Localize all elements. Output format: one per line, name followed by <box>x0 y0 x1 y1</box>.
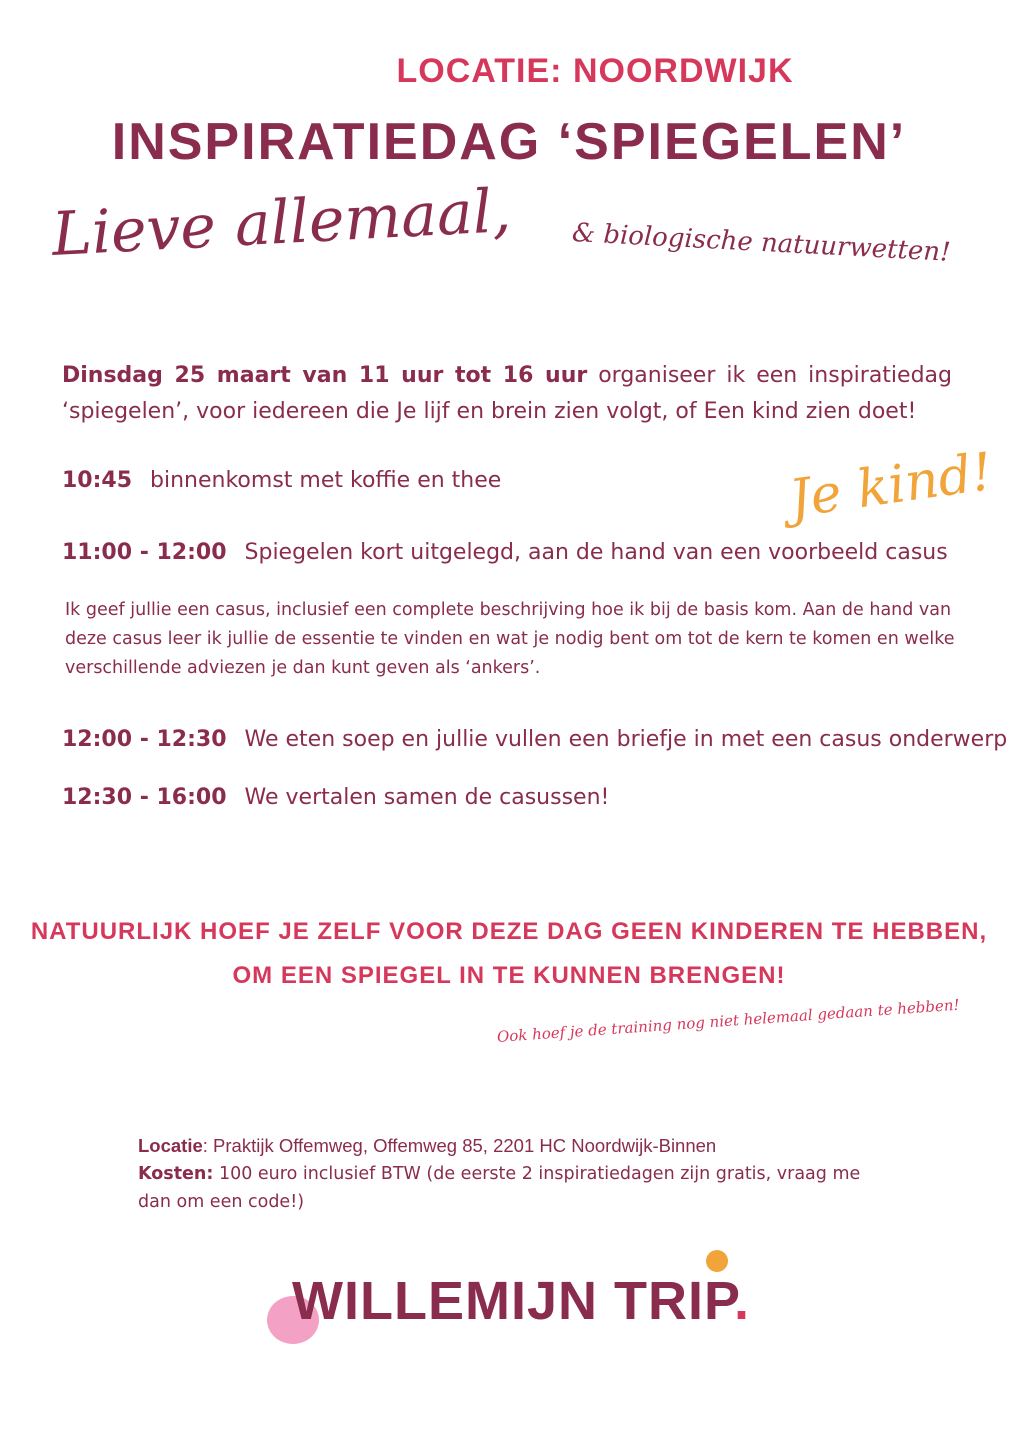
schedule-time: 10:45 <box>62 468 133 493</box>
location-label: Locatie <box>138 1135 203 1156</box>
greeting: Lieve allemaal, <box>50 176 513 270</box>
schedule-item <box>62 727 1007 752</box>
schedule-item <box>62 540 948 565</box>
schedule-time: 11:00 - 12:00 <box>62 540 227 565</box>
banner-line-2: OM EEN SPIEGEL IN TE KUNNEN BRENGEN! <box>232 962 786 989</box>
schedule-item <box>62 468 501 493</box>
schedule-activity: binnenkomst met koffie en thee <box>150 468 502 493</box>
schedule-activity: Spiegelen kort uitgelegd, aan de hand van een voorbeeld casus <box>244 540 948 565</box>
schedule-time: 12:30 - 16:00 <box>62 785 227 810</box>
intro-text: organiseer ik een inspiratiedag ‘spiegelen’, voor iedereen die Je lijf en brein zien volgt, of Een kind zien doet! <box>62 363 952 424</box>
footer-location <box>138 1132 898 1160</box>
banner-line-1: NATUURLIJK HOEF JE ZELF VOOR DEZE DAG GEEN KINDEREN TE HEBBEN, <box>30 918 988 945</box>
location-value: : Praktijk Offemweg, Offemweg 85, 2201 HC Noordwijk-Binnen <box>202 1135 717 1156</box>
schedule-item <box>62 785 609 810</box>
footer-info <box>138 1132 898 1216</box>
logo-orange-dot <box>706 1250 728 1272</box>
subtitle: & biologische natuurwetten! <box>571 218 952 268</box>
location-heading: LOCATIE: NOORDWIJK <box>396 52 794 90</box>
intro-date: Dinsdag 25 maart van 11 uur tot 16 uur <box>62 363 588 388</box>
page-title: INSPIRATIEDAG ‘SPIEGELEN’ <box>111 113 907 171</box>
session-description: Ik geef jullie een casus, inclusief een complete beschrijving hoe ik bij de basis kom. Aan de hand van deze casus leer ik jullie de essentie te vinden en wat je nodig bent om tot de kern te komen en welke verschillende adviezen je dan kunt geven als ‘ankers’. <box>65 600 955 678</box>
costs-label: Kosten: <box>138 1164 214 1184</box>
logo-text: WILLEMIJN TRIP <box>292 1271 735 1331</box>
schedule-activity: We vertalen samen de casussen! <box>244 785 610 810</box>
handwritten-note: Ook hoef je de training nog niet helemaal gedaan te hebben! <box>496 995 960 1046</box>
logo-period: . <box>734 1271 751 1331</box>
schedule-time: 12:00 - 12:30 <box>62 727 227 752</box>
footer-costs <box>138 1160 898 1216</box>
brand-logo <box>292 1270 750 1332</box>
schedule-activity: We eten soep en jullie vullen een briefje in met een casus onderwerp <box>244 727 1008 752</box>
intro-paragraph <box>62 358 952 430</box>
accent-script: Je kind! <box>785 441 997 530</box>
costs-value: 100 euro inclusief BTW (de eerste 2 inspiratiedagen zijn gratis, vraag me dan om een code!) <box>138 1164 861 1212</box>
